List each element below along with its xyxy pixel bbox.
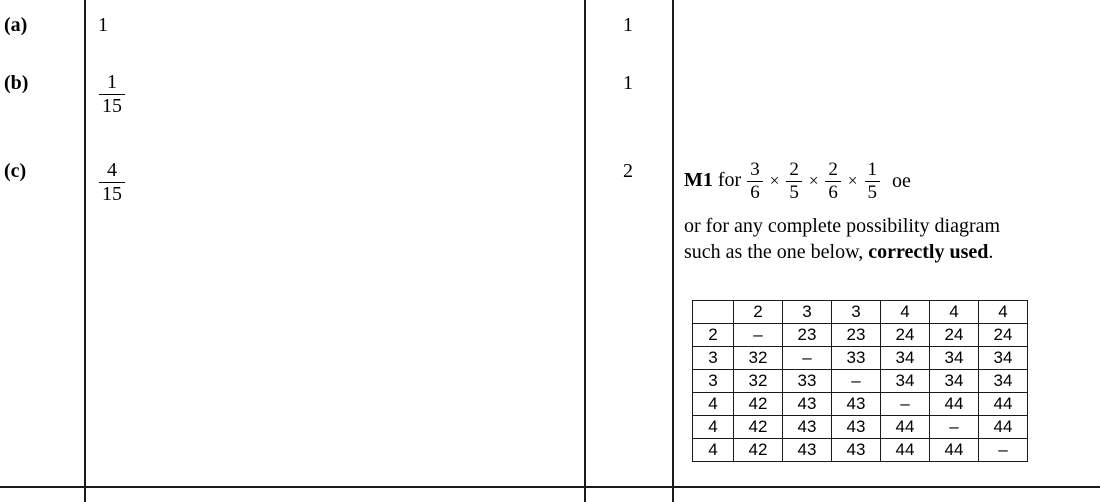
marks-b: 1 <box>623 72 633 94</box>
table-cell: 43 <box>783 393 832 416</box>
table-cell: – <box>734 324 783 347</box>
possibility-diagram <box>692 300 1028 462</box>
possibility-table-body <box>693 301 1028 462</box>
notes-line-1 <box>684 160 1088 203</box>
table-cell: 43 <box>832 393 881 416</box>
multiplication-sign-icon: × <box>847 171 858 191</box>
table-cell: 44 <box>881 439 930 462</box>
column-header: 4 <box>930 301 979 324</box>
table-cell: – <box>930 416 979 439</box>
fraction-b <box>99 72 125 117</box>
row-header: 3 <box>693 370 734 393</box>
part-label-b: (b) <box>4 72 29 94</box>
table-cell: 34 <box>930 370 979 393</box>
table-cell: 42 <box>734 416 783 439</box>
table-cell: 23 <box>783 324 832 347</box>
marks-a: 1 <box>623 14 633 36</box>
fraction-numerator: 3 <box>750 159 760 180</box>
table-cell: – <box>881 393 930 416</box>
oe-text: oe <box>892 170 911 193</box>
row-header: 4 <box>693 393 734 416</box>
fraction-numerator: 4 <box>107 159 117 181</box>
multiplication-sign-icon: × <box>769 171 780 191</box>
fraction-numerator: 1 <box>867 159 877 180</box>
fraction-numerator: 2 <box>828 159 838 180</box>
column-header: 2 <box>734 301 783 324</box>
marks-c: 2 <box>623 160 633 182</box>
table-cell: 43 <box>783 439 832 462</box>
table-cell: 44 <box>930 393 979 416</box>
table-cell: 32 <box>734 347 783 370</box>
table-cell: – <box>832 370 881 393</box>
table-cell: 32 <box>734 370 783 393</box>
fraction-term-1 <box>747 160 763 203</box>
table-row <box>693 393 1028 416</box>
table-cell: 34 <box>881 370 930 393</box>
notes-line-2b-end: . <box>988 241 994 264</box>
table-cell: 24 <box>979 324 1028 347</box>
mark-code: M1 <box>684 169 713 192</box>
part-label-a: (a) <box>4 14 28 36</box>
table-cell: 34 <box>979 347 1028 370</box>
table-cell: 43 <box>832 439 881 462</box>
row-header: 4 <box>693 439 734 462</box>
fraction-c <box>99 160 125 205</box>
table-cell: – <box>979 439 1028 462</box>
table-corner-cell <box>693 301 734 324</box>
column-header: 3 <box>832 301 881 324</box>
fraction-numerator: 2 <box>789 159 799 180</box>
vertical-rule-1 <box>84 0 86 502</box>
table-cell: 33 <box>832 347 881 370</box>
part-label-c: (c) <box>4 160 27 182</box>
table-cell: 43 <box>783 416 832 439</box>
notes-line-2a: or for any complete possibility diagram <box>684 214 1001 237</box>
column-header: 3 <box>783 301 832 324</box>
table-row <box>693 439 1028 462</box>
table-cell: 24 <box>930 324 979 347</box>
table-cell: 33 <box>783 370 832 393</box>
table-cell: 44 <box>979 416 1028 439</box>
notes-for-text: for <box>717 169 742 192</box>
fraction-term-3 <box>825 160 841 203</box>
fraction-denominator: 5 <box>789 181 799 203</box>
table-cell: 34 <box>930 347 979 370</box>
table-cell: 44 <box>930 439 979 462</box>
fraction-denominator: 15 <box>102 183 122 205</box>
table-cell: 43 <box>832 416 881 439</box>
table-header-row <box>693 301 1028 324</box>
table-row <box>693 370 1028 393</box>
answer-b <box>98 72 126 117</box>
vertical-rule-3 <box>672 0 674 502</box>
notes-line-2 <box>684 213 1088 266</box>
table-row <box>693 416 1028 439</box>
table-cell: 42 <box>734 393 783 416</box>
product-expression <box>746 160 881 203</box>
table-cell: 34 <box>881 347 930 370</box>
table-row <box>693 347 1028 370</box>
fraction-denominator: 15 <box>102 95 122 117</box>
fraction-denominator: 5 <box>867 181 877 203</box>
column-header: 4 <box>979 301 1028 324</box>
fraction-denominator: 6 <box>750 181 760 203</box>
table-cell: – <box>783 347 832 370</box>
table-row <box>693 324 1028 347</box>
bottom-rule <box>0 486 1100 488</box>
table-cell: 34 <box>979 370 1028 393</box>
possibility-table <box>692 300 1028 462</box>
multiplication-sign-icon: × <box>808 171 819 191</box>
column-header: 4 <box>881 301 930 324</box>
row-header: 2 <box>693 324 734 347</box>
answer-c <box>98 160 126 205</box>
notes-line-2b-text: such as the one below, <box>684 241 869 264</box>
fraction-term-4 <box>865 160 881 203</box>
fraction-term-2 <box>786 160 802 203</box>
table-cell: 42 <box>734 439 783 462</box>
row-header: 4 <box>693 416 734 439</box>
fraction-numerator: 1 <box>107 71 117 93</box>
answer-a: 1 <box>98 14 108 36</box>
table-cell: 24 <box>881 324 930 347</box>
row-header: 3 <box>693 347 734 370</box>
table-cell: 23 <box>832 324 881 347</box>
marking-notes <box>684 160 1088 266</box>
notes-line-2b <box>684 239 1088 265</box>
table-cell: 44 <box>881 416 930 439</box>
table-cell: 44 <box>979 393 1028 416</box>
notes-emphasis: correctly used <box>868 241 989 264</box>
fraction-denominator: 6 <box>828 181 838 203</box>
